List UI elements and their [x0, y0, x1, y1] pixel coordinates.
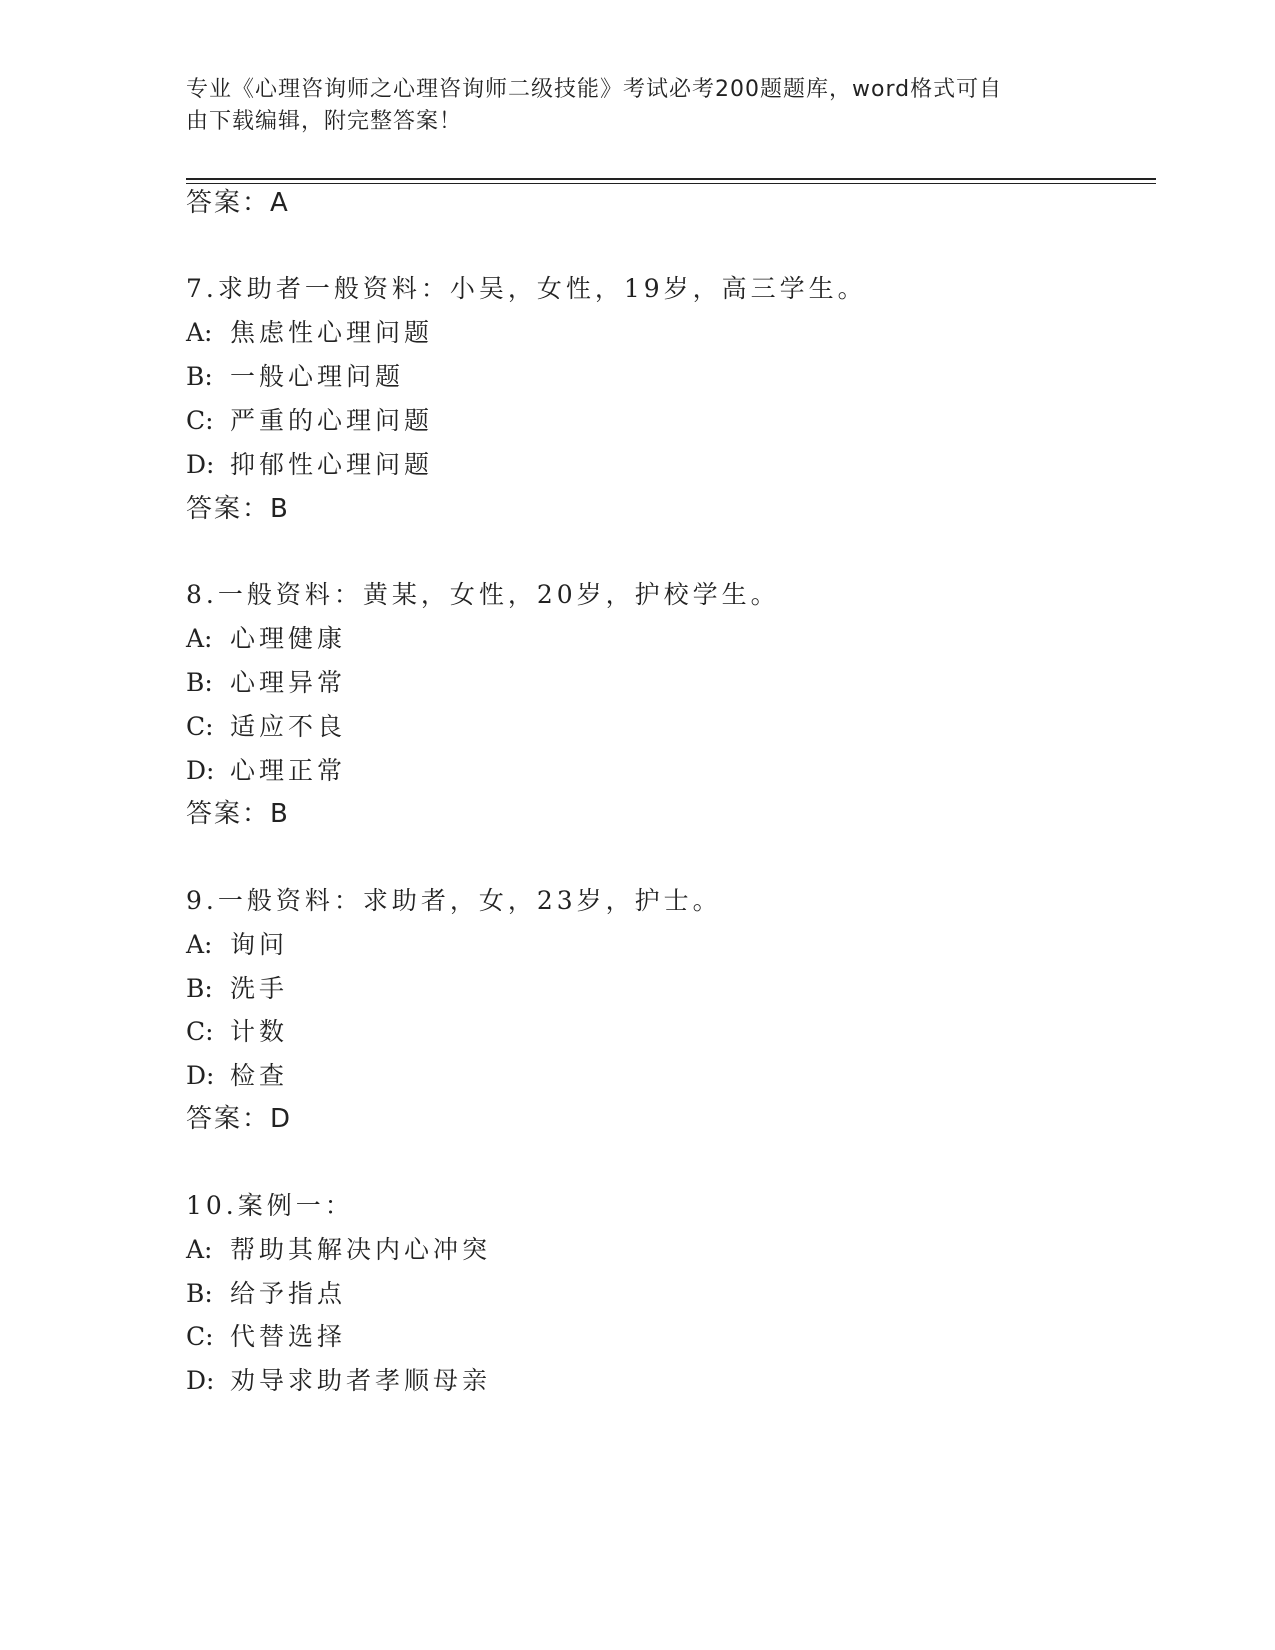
- option-line: [186, 928, 288, 962]
- option-text: 焦虑性心理问题: [230, 318, 434, 347]
- option-text: 询问: [230, 930, 289, 959]
- option-letter: B:: [186, 362, 213, 391]
- option-text: 洗手: [230, 974, 289, 1003]
- document-header: [186, 74, 1066, 138]
- option-text: 给予指点: [230, 1279, 347, 1308]
- option-text: 帮助其解决内心冲突: [230, 1235, 492, 1264]
- option-line: [186, 754, 346, 788]
- option-line: [186, 1364, 491, 1398]
- option-text: 严重的心理问题: [230, 406, 434, 435]
- option-letter: D:: [186, 756, 215, 785]
- option-line: [186, 448, 433, 482]
- option-letter: B:: [186, 1279, 213, 1308]
- option-line: [186, 316, 433, 350]
- question-stem: 10.案例一：: [186, 1191, 354, 1220]
- option-letter: A:: [186, 318, 213, 347]
- option-letter: D:: [186, 450, 215, 479]
- option-line: [186, 622, 346, 656]
- option-letter: C:: [186, 1322, 214, 1351]
- option-letter: A:: [186, 1235, 213, 1264]
- option-letter: A:: [186, 930, 213, 959]
- option-letter: C:: [186, 712, 214, 741]
- option-line: [186, 1277, 346, 1311]
- option-line: [186, 1233, 491, 1267]
- header-divider: [186, 178, 1156, 180]
- answer-line: 答案：A: [186, 188, 290, 218]
- option-text: 一般心理问题: [230, 362, 405, 391]
- question-stem: 9.一般资料：求助者，女，23岁，护士。: [186, 886, 722, 915]
- option-letter: D:: [186, 1061, 215, 1090]
- option-line: [186, 710, 346, 744]
- option-line: [186, 404, 433, 438]
- option-letter: C:: [186, 1017, 214, 1046]
- option-letter: B:: [186, 668, 213, 697]
- option-line: [186, 360, 404, 394]
- answer-line: 答案：D: [186, 1104, 293, 1134]
- answer-line: 答案：B: [186, 799, 290, 829]
- question-stem: 8.一般资料：黄某，女性，20岁，护校学生。: [186, 580, 780, 609]
- option-text: 抑郁性心理问题: [230, 450, 434, 479]
- option-line: [186, 666, 346, 700]
- option-line: [186, 1015, 288, 1049]
- option-text: 代替选择: [230, 1322, 347, 1351]
- option-text: 心理异常: [230, 668, 347, 697]
- option-line: [186, 972, 288, 1006]
- header-line-2: 由下载编辑，附完整答案！: [186, 109, 463, 134]
- option-line: [186, 1320, 346, 1354]
- header-line-1: 专业《心理咨询师之心理咨询师二级技能》考试必考200题题库，word格式可自: [186, 77, 1003, 102]
- option-text: 适应不良: [230, 712, 347, 741]
- option-text: 检查: [230, 1061, 289, 1090]
- option-text: 计数: [230, 1017, 289, 1046]
- option-letter: C:: [186, 406, 214, 435]
- option-letter: D:: [186, 1366, 215, 1395]
- option-text: 劝导求助者孝顺母亲: [230, 1366, 492, 1395]
- option-text: 心理正常: [230, 756, 347, 785]
- option-text: 心理健康: [230, 624, 347, 653]
- question-stem: 7.求助者一般资料：小吴，女性，19岁，高三学生。: [186, 274, 867, 303]
- option-letter: B:: [186, 974, 213, 1003]
- option-line: [186, 1059, 288, 1093]
- answer-line: 答案：B: [186, 494, 290, 524]
- header-divider-thin: [186, 183, 1156, 184]
- option-letter: A:: [186, 624, 213, 653]
